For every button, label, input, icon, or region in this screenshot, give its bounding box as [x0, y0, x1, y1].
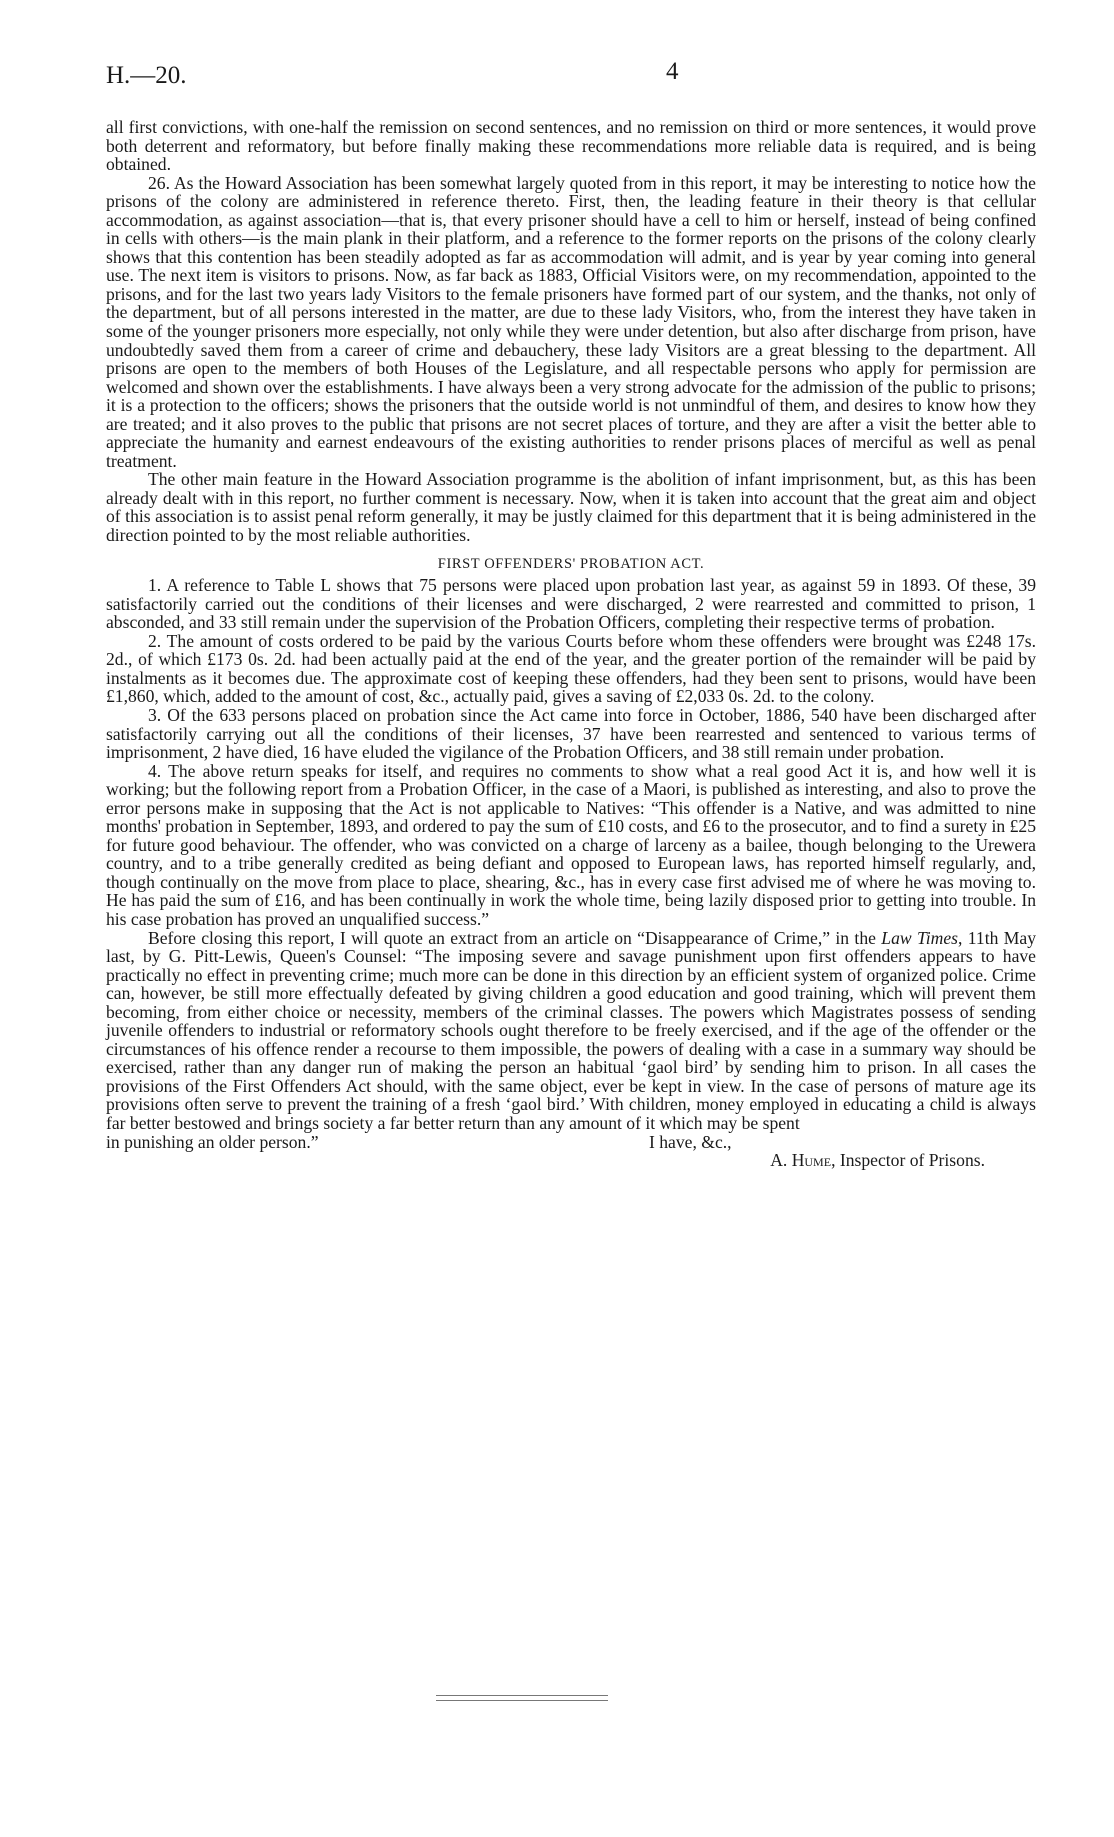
paragraph-howard-programme: The other main feature in the Howard Association programme is the abolition of infant imprisonment, but, as this has been already dealt with in this report, no further comment is necessary. Now, when it is taken into account that the great aim and object of this association is to assist penal reform generally, it may be justly claimed for this department that it is being administered in the direction pointed to by the most reliable authorities.	[106, 469, 1036, 546]
salutation: I have, &c.,	[649, 1131, 732, 1152]
page-number: 4	[666, 58, 679, 85]
paragraph-continuation: all first convictions, with one-half the remission on second sentences, and no remission on third or more sentences, it would prove both deterrent and reformatory, but before finally making these recommendations more reliable data is required, and is being obtained.	[106, 117, 1036, 175]
closing-quotation-intro: Before closing this report, I will quote an extract from an article on “Disappearance of Crime,” in the	[148, 927, 876, 948]
signature-title: , Inspector of Prisons.	[831, 1150, 985, 1171]
report-body	[106, 118, 1036, 1170]
closing-quotation-body: , 11th May last, by G. Pitt-Lewis, Queen's Counsel: “The imposing severe and savage punishment upon first offenders appears to have practically no effect in preventing crime; much more can be done in this direction by an efficient system of organized police. Crime can, however, be still more effectually defeated by giving children a good education and good training, which will prevent them becoming, from either choice or necessity, members of the criminal classes. The powers which Magistrates possess of sending juvenile offenders to industrial or reformatory schools ought therefore to be freely exercised, and if the age of the offender or the circumstances of his offence render a recourse to them impossible, the powers of dealing with a case in a summary way should be exercised, rather than any danger run of making the person an habitual ‘gaol bird’ by sending him to prison. In all cases the provisions of the First Offenders Act should, with the same object, ever be kept in view. In the case of persons of mature age its provisions often serve to prevent the training of a fresh ‘gaol bird.’ With children, money employed in educating a child is always far better bestowed and brings society a far better return than any amount of it which may be spent	[106, 927, 1037, 1133]
page-header	[106, 58, 1036, 102]
section-heading: FIRST OFFENDERS' PROBATION ACT.	[437, 555, 705, 572]
signature	[106, 1151, 1036, 1170]
paragraph-26: 26. As the Howard Association has been somewhat largely quoted from in this report, it may be interesting to notice how the prisons of the colony are administered in reference thereto. First, then, the leading feature in their theory is that cellular accommodation, as against association—that is, that every prisoner should have a cell to him or herself, instead of being confined in cells with others—is the main plank in their platform, and a reference to the former reports on the prisons of the colony clearly shows that this contention has been steadily adopted as far as accommodation will admit, and is year by year coming into general use. The next item is visitors to prisons. Now, as far back as 1883, Official Visitors were, on my recommendation, appointed to the prisons, and for the last two years lady Visitors to the female prisoners have formed part of our system, and the thanks, not only of the department, but of all persons interested in the matter, are due to these lady Visitors, who, from the interest they have taken in some of the younger prisoners more especially, not only while they were under detention, but also after discharge from prison, have undoubtedly saved them from a career of crime and debauchery, these lady Visitors are a great blessing to the department. All prisons are open to the members of both Houses of the Legislature, and all respectable persons who apply for permission are welcomed and shown over the establishments. I have always been a very strong advocate for the admission of the public to prisons; it is a protection to the officers; shows the prisoners that the outside world is not unmindful of them, and desires to know how they are treated; and it also proves to the public that prisons are not secret places of torture, and they are after a visit the better able to appreciate the humanity and earnest endeavours of the existing authorities to render prisons places of merciful as well as penal treatment.	[106, 172, 1036, 471]
law-times-title: Law Times	[881, 927, 959, 948]
probation-paragraph-2: 2. The amount of costs ordered to be paid by the various Courts before whom these offenders were brought was £248 17s. 2d., of which £173 0s. 2d. had been actually paid at the end of the year, and the greater portion of the remainder will be paid by instalments as it becomes due. The approximate cost of keeping these offenders, had they been sent to prisons, would have been £1,860, which, added to the amount of cost, &c., actually paid, gives a saving of £2,033 0s. 2d. to the colony.	[106, 630, 1036, 707]
end-rule-top	[436, 1695, 608, 1696]
end-rule-bottom	[436, 1700, 608, 1701]
probation-paragraph-3: 3. Of the 633 persons placed on probation since the Act came into force in October, 1886, 540 have been discharged after satisfactorily carrying out all the conditions of their licenses, 37 have been rearrested and sentenced to various terms of imprisonment, 2 have died, 16 have eluded the vigilance of the Probation Officers, and 38 still remain under probation.	[106, 704, 1036, 763]
document-reference: H.—20.	[106, 62, 187, 89]
closing-quotation-paragraph	[106, 929, 1036, 1133]
closing-quotation-end: in punishing an older person.”	[106, 1131, 319, 1152]
probation-paragraph-4: 4. The above return speaks for itself, and requires no comments to show what a real good Act it is, and how well it is working; but the following report from a Probation Officer, in the case of a Maori, is published as interesting, and also to prove the error persons make in supposing that the Act is not applicable to Natives: “This offender is a Native, and was admitted to nine months' probation in September, 1893, and ordered to pay the sum of £10 costs, and £6 to the prosecutor, and to find a surety in £25 for future good behaviour. The offender, who was convicted on a charge of larceny as a bailee, though belonging to the Urewera country, and to a tribe generally credited as being defiant and opposed to European laws, has reported himself regularly, and, though continually on the move from place to place, shearing, &c., has in every case first advised me of where he was moving to. He has paid the sum of £16, and has been continually in work the whole time, being lazily disposed prior to getting into trouble. In his case probation has proved an unqualified success.”	[106, 760, 1036, 929]
probation-paragraph-1: 1. A reference to Table L shows that 75 persons were placed upon probation last year, as against 59 in 1893. Of these, 39 satisfactorily carried out the conditions of their licenses and were discharged, 2 were rearrested and committed to prison, 1 absconded, and 33 still remain under the supervision of the Probation Officers, completing their respective terms of probation.	[106, 575, 1036, 633]
salutation-line	[106, 1133, 1036, 1152]
signature-name: A. Hume	[770, 1150, 832, 1171]
